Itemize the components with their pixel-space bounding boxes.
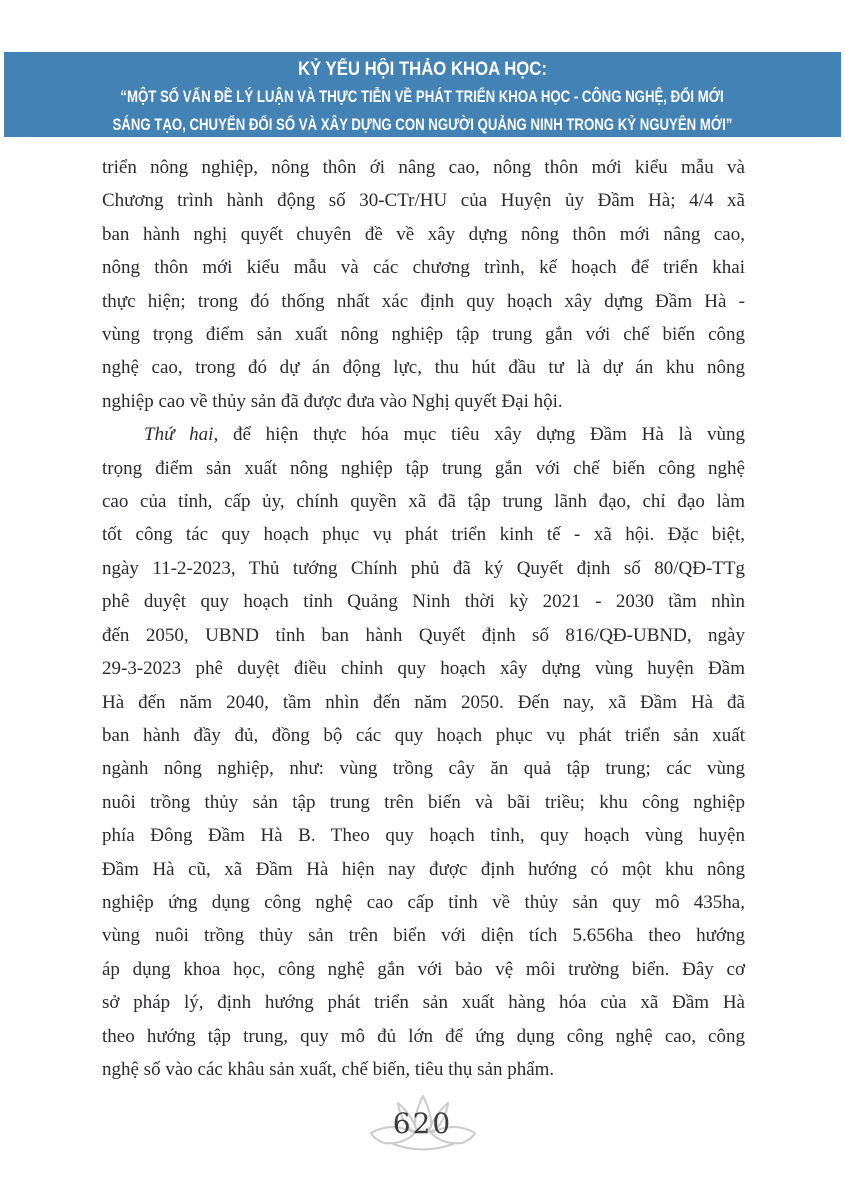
paragraph-line: triển nông nghiệp, nông thôn ới nâng cao, nông thôn mới kiểu mẫu và bbox=[102, 157, 745, 178]
paragraph-line: ban hành đầy đủ, đồng bộ các quy hoạch phục vụ phát triển sản xuất bbox=[102, 724, 745, 746]
paragraph-line: vùng trọng điểm sản xuất nông nghiệp tập trung gắn với chế biến công bbox=[102, 324, 745, 346]
banner-subtitle-text-1: “MỘT SỐ VẤN ĐỀ LÝ LUẬN VÀ THỰC TIỄN VỀ PHÁT TRIỂN KHOA HỌC - CÔNG NGHỆ, ĐỔI MỚI bbox=[120, 88, 725, 106]
paragraph-last-line: nghiệp cao về thủy sản đã được đưa vào Nghị quyết Đại hội. bbox=[102, 390, 563, 412]
italic-lead: Thứ hai, bbox=[144, 424, 219, 446]
paragraph-line: theo hướng tập trung, quy mô đủ lớn để ứng dụng công nghệ cao, công bbox=[102, 1025, 745, 1047]
paragraph-line: phía Đông Đầm Hà B. Theo quy hoạch tỉnh, quy hoạch vùng huyện bbox=[102, 825, 745, 847]
banner-subtitle-text-2: SÁNG TẠO, CHUYỂN ĐỔI SỐ VÀ XÂY DỰNG CON NGƯỜI QUẢNG NINH TRONG KỶ NGUYÊN MỚI” bbox=[112, 116, 733, 134]
paragraph-line: tốt công tác quy hoạch phục vụ phát triển kinh tế - xã hội. Đặc biệt, bbox=[102, 524, 745, 546]
body-text bbox=[102, 151, 745, 1086]
paragraph-line: Đầm Hà cũ, xã Đầm Hà hiện nay được định hướng có một khu nông bbox=[102, 858, 745, 880]
paragraph-line: ngành nông nghiệp, như: vùng trồng cây ăn quả tập trung; các vùng bbox=[102, 758, 745, 780]
footer-ornament bbox=[365, 1094, 481, 1156]
paragraph-line-text: để hiện thực hóa mục tiêu xây dựng Đầm Hà là vùng bbox=[218, 424, 745, 446]
banner-title-line bbox=[4, 57, 841, 83]
paragraph-line: vùng nuôi trồng thủy sản trên biển với diện tích 5.656ha theo hướng bbox=[102, 925, 745, 947]
paragraph-line: trọng điểm sản xuất nông nghiệp tập trung gắn với chế biến công nghệ bbox=[102, 457, 745, 479]
paragraph-last-line: nghệ số vào các khâu sản xuất, chế biến, tiêu thụ sản phẩm. bbox=[102, 1058, 555, 1080]
paragraph-line: nuôi trồng thủy sản tập trung trên biển và bãi triều; khu công nghiệp bbox=[102, 791, 745, 813]
paragraph-line: đến 2050, UBND tỉnh ban hành Quyết định số 816/QĐ-UBND, ngày bbox=[102, 624, 745, 646]
paragraph-line: áp dụng khoa học, công nghệ gắn với bảo vệ môi trường biển. Đây cơ bbox=[102, 958, 745, 980]
banner-subtitle-line-1 bbox=[4, 83, 841, 111]
page-footer bbox=[0, 1094, 845, 1156]
banner-subtitle-line-2 bbox=[4, 111, 841, 139]
banner-title-text: KỶ YẾU HỘI THẢO KHOA HỌC: bbox=[298, 59, 547, 80]
paragraph-line: Chương trình hành động số 30-CTr/HU của Huyện ủy Đầm Hà; 4/4 xã bbox=[102, 190, 745, 212]
paragraph-first-line bbox=[102, 418, 745, 451]
paragraph-line: sở pháp lý, định hướng phát triển sản xuất hàng hóa của xã Đầm Hà bbox=[102, 992, 745, 1014]
paragraph-line: Hà đến năm 2040, tầm nhìn đến năm 2050. Đến nay, xã Đầm Hà đã bbox=[102, 691, 745, 713]
paragraph-line: ban hành nghị quyết chuyên đề về xây dựng nông thôn mới nâng cao, bbox=[102, 223, 745, 245]
paragraph-line: phê duyệt quy hoạch tỉnh Quảng Ninh thời kỳ 2021 - 2030 tầm nhìn bbox=[102, 591, 745, 613]
page-number: 620 bbox=[392, 1107, 453, 1140]
paragraph-line: thực hiện; trong đó thống nhất xác định quy hoạch xây dựng Đầm Hà - bbox=[102, 290, 745, 312]
paragraph-line: nghiệp ứng dụng công nghệ cao cấp tỉnh về thủy sản quy mô 435ha, bbox=[102, 891, 745, 913]
header-banner bbox=[4, 52, 841, 137]
paragraph-line: 29-3-2023 phê duyệt điều chỉnh quy hoạch xây dựng vùng huyện Đầm bbox=[102, 658, 745, 680]
paragraph-line: nghệ cao, trong đó dự án động lực, thu hút đầu tư là dự án khu nông bbox=[102, 357, 745, 379]
paragraph-line: nông thôn mới kiểu mẫu và các chương trình, kế hoạch để triển khai bbox=[102, 257, 745, 279]
paragraph-line: cao của tỉnh, cấp ủy, chính quyền xã đã tập trung lãnh đạo, chỉ đạo làm bbox=[102, 491, 745, 513]
paragraph-line: ngày 11-2-2023, Thủ tướng Chính phủ đã ký Quyết định số 80/QĐ-TTg bbox=[102, 557, 745, 579]
